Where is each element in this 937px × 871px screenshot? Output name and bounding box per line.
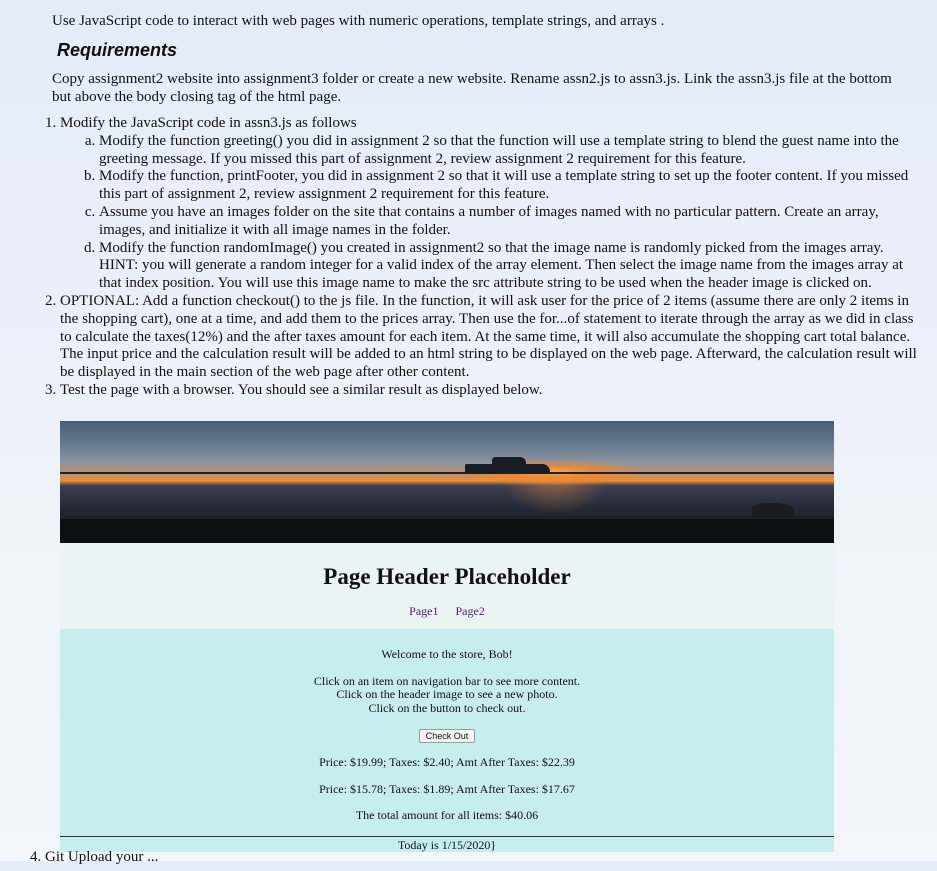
- page-header-title: Page Header Placeholder: [323, 564, 571, 589]
- demo-screenshot: [60, 421, 834, 851]
- intro-text: Use JavaScript code to interact with web pages with numeric operations, template strings, and arrays .: [52, 13, 665, 29]
- bottom-fragment: [30, 849, 270, 865]
- step-3: 3. Test the page with a browser. You should see a similar result as displayed below.: [60, 382, 937, 400]
- nav-bar: [60, 604, 834, 618]
- main-section: [60, 629, 834, 836]
- instructions: [60, 675, 834, 716]
- steps-list: [0, 115, 937, 400]
- page-header: [60, 543, 834, 629]
- nav-link-page1[interactable]: Page1: [409, 604, 439, 618]
- substep-d: d. Modify the function randomImage() you created in assignment2 so that the image name is randomly picked from the images array. HINT: you will generate a random integer for a valid index of the array element. Then select the image name from the images array at that index position. You will use this image name to make the src attribute string to be used when the header image is clicked on.: [99, 240, 923, 293]
- boat-hull: [465, 464, 550, 474]
- step-1-text: Modify the JavaScript code in assn3.js as follows: [60, 115, 357, 131]
- bottom-fragment-text: 4. Git Upload your ...: [30, 849, 159, 865]
- shoreline: [60, 519, 834, 543]
- result-line: Price: $15.78; Taxes: $1.89; Amt After Taxes: $17.67: [319, 781, 575, 796]
- requirements-paragraph: Copy assignment2 website into assignment3 folder or create a new website. Rename assn2.js to assn3.js. Link the assn3.js file at the bottom but above the body closing tag of the html page.: [52, 71, 892, 105]
- checkout-button[interactable]: Check Out: [419, 729, 476, 743]
- substep-b: b. Modify the function, printFooter, you did in assignment 2 so that it will use a template string to set up the footer content. If you missed this part of assignment 2, review assignment 2 requirement for this feature.: [99, 168, 923, 204]
- shore-rock: [752, 503, 794, 517]
- instruction-line: Click on the button to check out.: [368, 700, 526, 715]
- substep-c: c. Assume you have an images folder on the site that contains a number of images named with no particular pattern. Create an array, images, and initialize it with all image names in the folder.: [99, 204, 923, 240]
- step-2: 2. OPTIONAL: Add a function checkout() to the js file. In the function, it will ask user for the price of 2 items (assume there are only 2 items in the shopping cart), one at a time, and add them to the prices array. Then use the for...of statement to iterate through the array as we did in class to calculate the taxes(12%) and the after taxes amount for each item. At the same time, it will also accumulate the shopping cart total balance. The input price and the calculation result will be added to an html string to be displayed on the web page. Afterward, the calculation result will be displayed in the main section of the web page after other content.: [60, 293, 937, 382]
- header-image[interactable]: [60, 421, 834, 543]
- water-reflection: [500, 475, 610, 515]
- result-line: Price: $19.99; Taxes: $2.40; Amt After Taxes: $22.39: [319, 755, 575, 769]
- horizon-line: [60, 472, 834, 474]
- total-amount: The total amount for all items: $40.06: [355, 808, 539, 822]
- welcome-message: Welcome to the store, Bob!: [381, 647, 513, 661]
- step-1-substeps: [60, 133, 923, 293]
- boat-cabin: [492, 457, 526, 465]
- substep-a: a. Modify the function greeting() you did in assignment 2 so that the function will use a template string to blend the guest name into the greeting message. If you missed this part of assignment 2, review assignment 2 requirement for this feature.: [99, 133, 923, 169]
- step-1: [60, 115, 937, 293]
- page-footer: Today is 1/15/2020}: [60, 836, 834, 852]
- nav-link-page2[interactable]: Page2: [455, 604, 485, 618]
- requirements-heading: Requirements: [57, 40, 178, 60]
- instruction-line: Click on the header image to see a new photo.: [336, 687, 558, 701]
- instruction-line: Click on an item on navigation bar to see more content.: [313, 673, 581, 688]
